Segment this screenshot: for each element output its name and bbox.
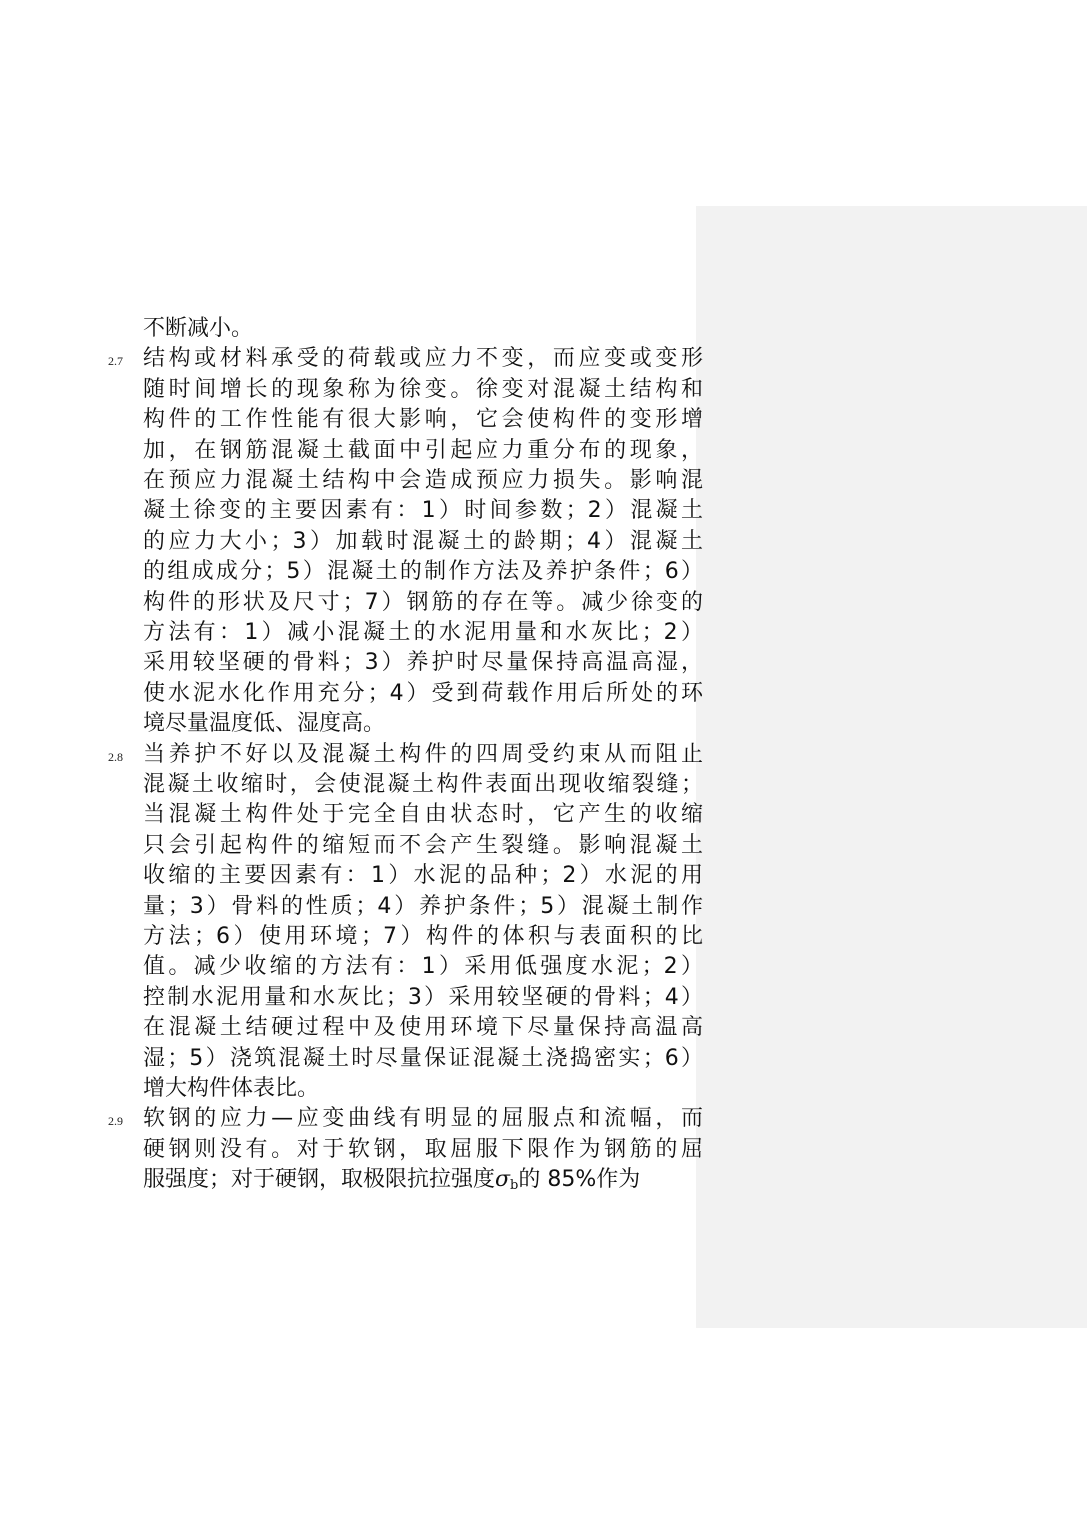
text-line: 增大构件体表比。 — [143, 1076, 320, 1101]
text-line: 使水泥水化作用充分；4）受到荷载作用后所处的环 — [143, 680, 703, 706]
paragraph-number: 2.7 — [108, 354, 123, 369]
text-line: 在预应力混凝土结构中会造成预应力损失。影响混 — [143, 468, 703, 493]
text-line: 随时间增长的现象称为徐变。徐变对混凝土结构和 — [143, 376, 703, 402]
paragraph-number: 2.8 — [108, 749, 123, 764]
text-line: 值。减少收缩的方法有：1）采用低强度水泥；2） — [143, 954, 703, 980]
text-line: 软钢的应力—应变曲线有明显的屈服点和流幅，而 — [143, 1106, 703, 1132]
text-line: 采用较坚硬的骨料；3）养护时尽量保持高温高湿， — [143, 650, 703, 676]
text-line: 收缩的主要因素有：1）水泥的品种；2）水泥的用 — [143, 863, 703, 889]
text-run: 的 85%作为 — [518, 1167, 641, 1193]
text-line: 境尽量温度低、湿度高。 — [143, 711, 386, 737]
text-line: 方法；6）使用环境；7）构件的体积与表面积的比 — [143, 924, 703, 949]
text-line: 构件的工作性能有很大影响，它会使构件的变形增 — [143, 407, 703, 433]
text-line: 只会引起构件的缩短而不会产生裂缝。影响混凝土 — [143, 832, 703, 858]
text-line: 混凝土收缩时，会使混凝土构件表面出现收缩裂缝； — [143, 772, 703, 797]
text-line: 凝土徐变的主要因素有：1）时间参数；2）混凝土 — [143, 498, 703, 524]
text-line: 不断减小。 — [143, 316, 254, 341]
sigma-subscript: b — [510, 1178, 519, 1194]
text-line: 量；3）骨料的性质；4）养护条件；5）混凝土制作 — [143, 893, 703, 919]
text-run: 服强度；对于硬钢，取极限抗拉强度 — [143, 1167, 496, 1193]
text-line: 当养护不好以及混凝土构件的四周受约束从而阻止 — [143, 741, 703, 767]
text-line: 湿；5）浇筑混凝土时尽量保证混凝土浇捣密实；6） — [143, 1045, 703, 1071]
text-line: 方法有：1）减小混凝土的水泥用量和水灰比；2） — [143, 620, 703, 645]
text-line: 当混凝土构件处于完全自由状态时，它产生的收缩 — [143, 802, 703, 828]
text-line: 在混凝土结硬过程中及使用环境下尽量保持高温高 — [143, 1015, 703, 1041]
text-line: 构件的形状及尺寸；7）钢筋的存在等。减少徐变的 — [143, 589, 703, 615]
sigma-symbol: σ — [495, 1167, 511, 1193]
text-line — [143, 1165, 703, 1195]
text-line: 的组成成分；5）混凝土的制作方法及养护条件；6） — [143, 559, 703, 585]
text-line: 控制水泥用量和水灰比；3）采用较坚硬的骨料；4） — [143, 984, 703, 1010]
text-line: 的应力大小；3）加载时混凝土的龄期；4）混凝土 — [143, 528, 703, 554]
comment-pane — [696, 206, 1087, 1328]
text-line: 硬钢则没有。对于软钢，取屈服下限作为钢筋的屈 — [143, 1136, 703, 1162]
text-line: 结构或材料承受的荷载或应力不变，而应变或变形 — [143, 346, 703, 372]
paragraph-number: 2.9 — [108, 1114, 123, 1129]
text-line: 加，在钢筋混凝土截面中引起应力重分布的现象， — [143, 437, 703, 463]
